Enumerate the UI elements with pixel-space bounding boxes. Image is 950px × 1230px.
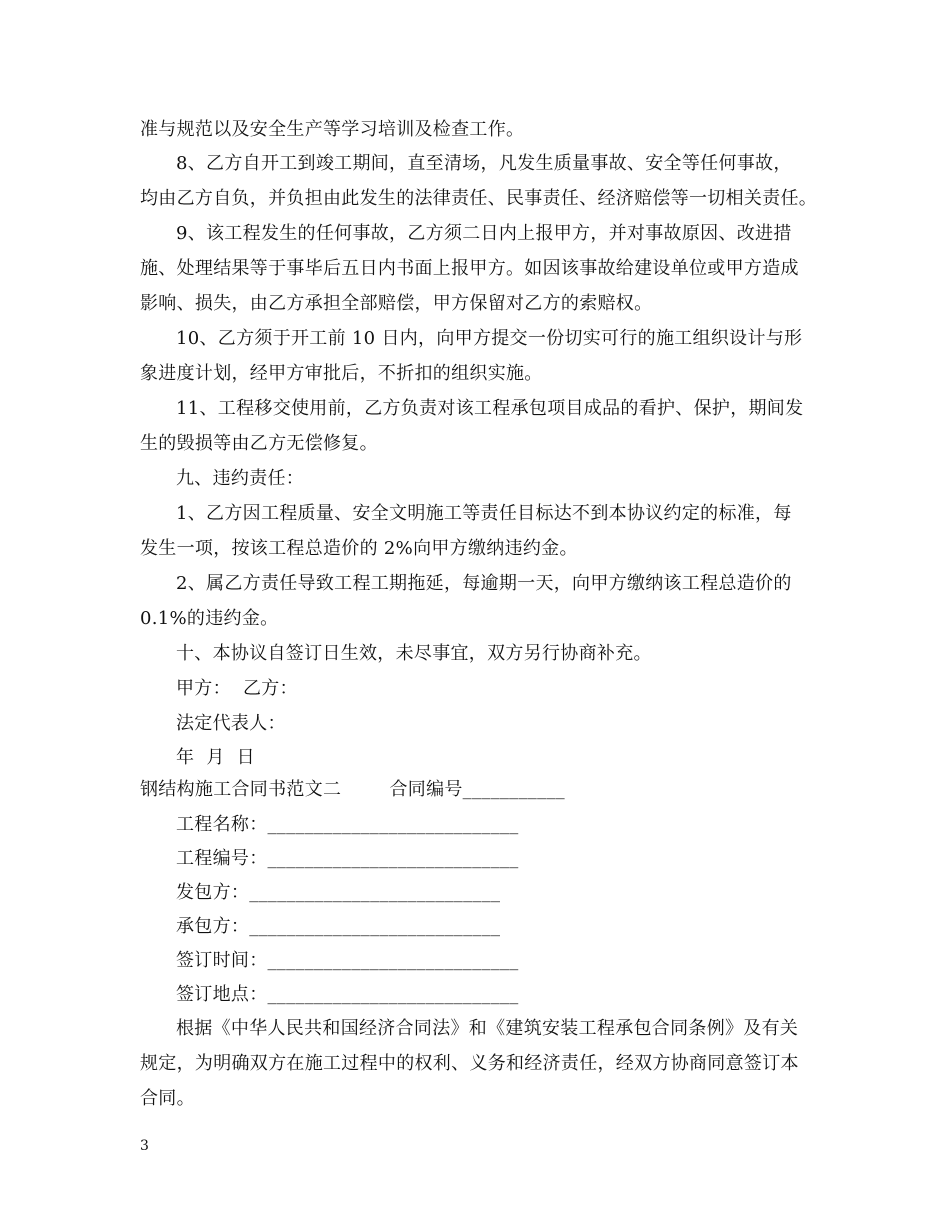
text-line: 影响、损失，由乙方承担全部赔偿，甲方保留对乙方的索赔权。 — [140, 293, 653, 314]
text-line: 准与规范以及安全生产等学习培训及检查工作。 — [140, 119, 525, 140]
text-line: 2、属乙方责任导致工程工期拖延，每逾期一天，向甲方缴纳该工程总造价的 — [176, 573, 792, 594]
text-line: 9、该工程发生的任何事故，乙方须二日内上报甲方，并对事故原因、改进措 — [176, 223, 792, 244]
text-line: 施、处理结果等于事毕后五日内书面上报甲方。如因该事故给建设单位或甲方造成 — [140, 258, 799, 279]
section-heading: 九、违约责任： — [176, 468, 305, 489]
text-line: 10、乙方须于开工前 10 日内，向甲方提交一份切实可行的施工组织设计与形 — [176, 328, 803, 349]
text-line: 十、本协议自签订日生效，未尽事宜，双方另行协商补充。 — [176, 643, 652, 664]
text-line: 均由乙方自负，并负担由此发生的法律责任、民事责任、经济赔偿等一切相关责任。 — [140, 188, 818, 209]
text-line: 11、工程移交使用前，乙方负责对该工程承包项目成品的看护、保护，期间发 — [176, 398, 804, 419]
signature-party-line: 甲方： 乙方： — [176, 678, 298, 699]
contractor-issuer-field: 发包方：___________________________ — [176, 882, 501, 903]
text-line: 1、乙方因工程质量、安全文明施工等责任目标达不到本协议约定的标准，每 — [176, 503, 792, 524]
page-number: 3 — [140, 1138, 149, 1154]
text-line: 规定，为明确双方在施工过程中的权利、义务和经济责任，经双方协商同意签订本 — [140, 1053, 799, 1074]
signing-time-field: 签订时间：___________________________ — [176, 950, 519, 971]
project-number-field: 工程编号：___________________________ — [176, 848, 519, 869]
text-line: 8、乙方自开工到竣工期间，直至清场，凡发生质量事故、安全等任何事故， — [176, 153, 792, 174]
text-line: 象进度计划，经甲方审批后，不折扣的组织实施。 — [140, 363, 543, 384]
text-line: 合同。 — [140, 1088, 195, 1109]
contractor-field: 承包方：___________________________ — [176, 916, 501, 937]
text-line: 发生一项，按该工程总造价的 2%向甲方缴纳违约金。 — [140, 538, 578, 559]
project-name-field: 工程名称：___________________________ — [176, 814, 519, 835]
text-line: 0.1%的违约金。 — [140, 608, 279, 629]
legal-rep-line: 法定代表人： — [176, 713, 286, 734]
text-line: 生的毁损等由乙方无偿修复。 — [140, 433, 378, 454]
date-line: 年 月 日 — [176, 747, 255, 768]
signing-place-field: 签订地点：___________________________ — [176, 984, 519, 1005]
text-line: 根据《中华人民共和国经济合同法》和《建筑安装工程承包合同条例》及有关 — [176, 1018, 799, 1039]
contract-title-line: 钢结构施工合同书范文二 合同编号___________ — [140, 779, 565, 800]
